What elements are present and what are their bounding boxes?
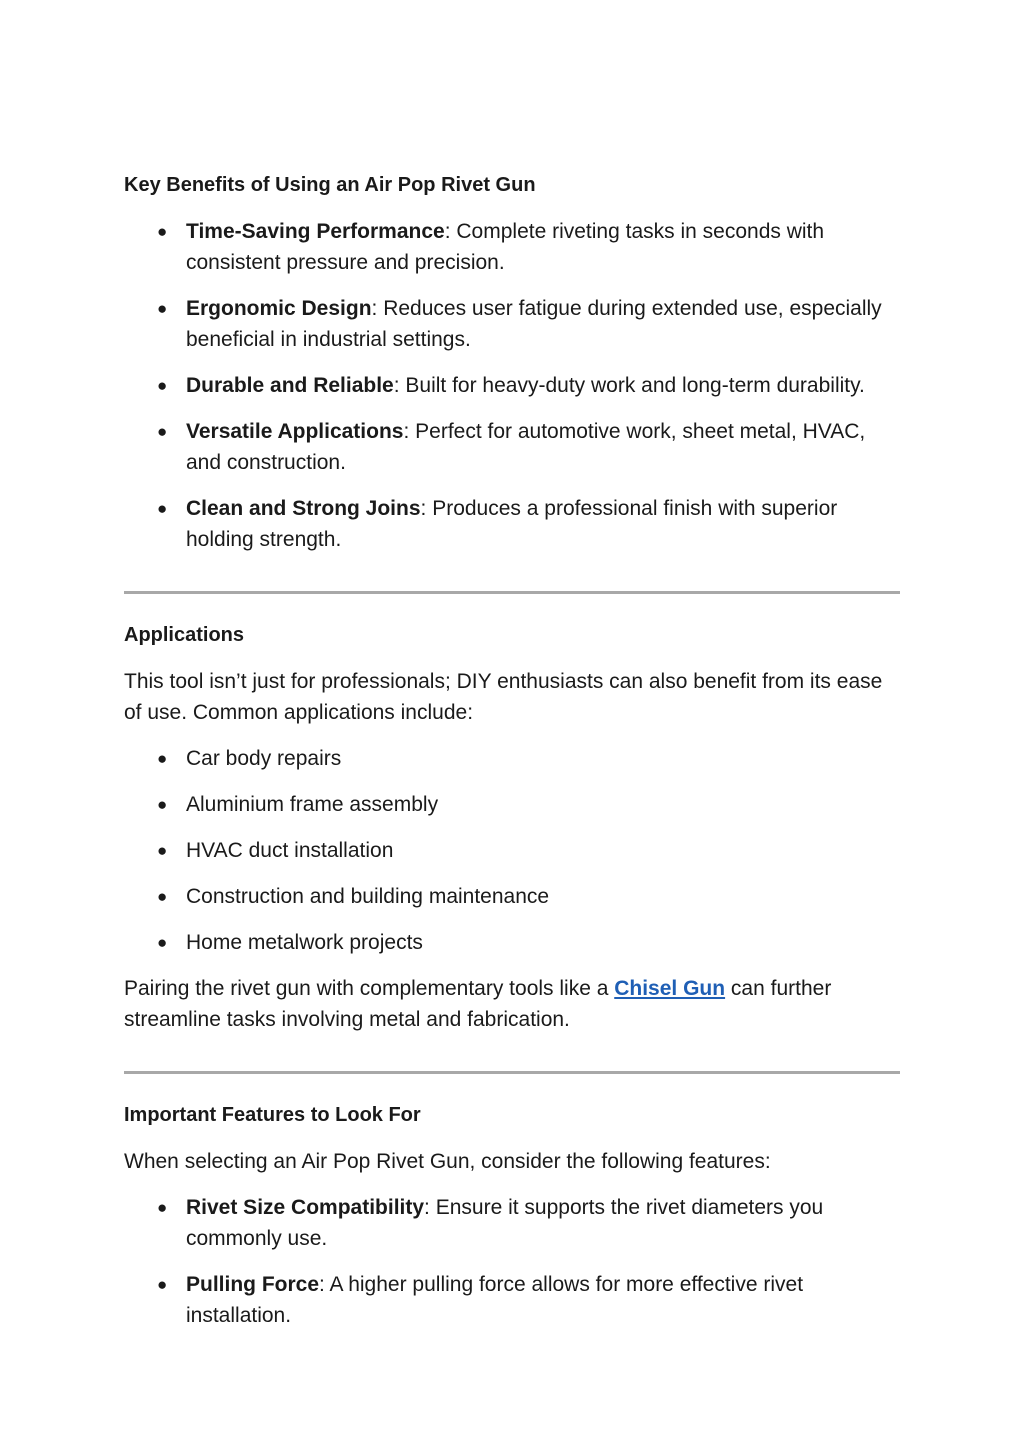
chisel-gun-link[interactable]: Chisel Gun [614, 977, 726, 1000]
list-item [124, 1192, 900, 1254]
item-term: Rivet Size Compatibility [186, 1196, 425, 1219]
item-text: : A higher pulling force allows for more effective rivet installation. [186, 1273, 804, 1327]
item-text: : Perfect for automotive work, sheet metal, HVAC, and construction. [186, 420, 866, 474]
list-item [124, 293, 900, 355]
bullet-dot-icon: ● [157, 222, 168, 241]
benefits-list [124, 216, 900, 555]
bullet-dot-icon: ● [157, 749, 168, 768]
bullet-dot-icon: ● [157, 795, 168, 814]
list-item [124, 835, 900, 866]
item-text: HVAC duct installation [186, 839, 394, 862]
outro-text-before: Pairing the rivet gun with complementary tools like a [124, 977, 615, 1000]
bullet-dot-icon: ● [157, 1275, 168, 1294]
list-item [124, 881, 900, 912]
item-text: : Ensure it supports the rivet diameters you commonly use. [186, 1196, 824, 1250]
features-heading: Important Features to Look For [124, 1104, 421, 1126]
outro-text-after: can further streamline tasks involving metal and fabrication. [124, 977, 832, 1031]
list-item [124, 927, 900, 958]
list-item [124, 370, 900, 401]
list-item [124, 743, 900, 774]
applications-heading: Applications [124, 624, 245, 646]
features-intro: When selecting an Air Pop Rivet Gun, consider the following features: [124, 1150, 771, 1173]
item-text: Aluminium frame assembly [186, 793, 439, 816]
bullet-dot-icon: ● [157, 841, 168, 860]
item-text: Construction and building maintenance [186, 885, 550, 908]
item-text: Car body repairs [186, 747, 342, 770]
bullet-dot-icon: ● [157, 299, 168, 318]
applications-intro: This tool isn’t just for professionals; DIY enthusiasts can also benefit from its ease of use. Common applications include: [124, 670, 883, 724]
bullet-dot-icon: ● [157, 376, 168, 395]
bullet-dot-icon: ● [157, 933, 168, 952]
bullet-dot-icon: ● [157, 422, 168, 441]
item-text: : Reduces user fatigue during extended use, especially beneficial in industrial settings. [186, 297, 882, 351]
features-list [124, 1192, 900, 1331]
item-term: Ergonomic Design [186, 297, 372, 320]
item-term: Clean and Strong Joins [186, 497, 421, 520]
list-item [124, 216, 900, 278]
item-term: Pulling Force [186, 1273, 320, 1296]
list-item [124, 416, 900, 478]
bullet-dot-icon: ● [157, 887, 168, 906]
item-text: Home metalwork projects [186, 931, 423, 954]
list-item [124, 789, 900, 820]
item-text: : Complete riveting tasks in seconds with consistent pressure and precision. [186, 220, 825, 274]
document-page [124, 170, 900, 1346]
item-term: Durable and Reliable [186, 374, 394, 397]
benefits-heading: Key Benefits of Using an Air Pop Rivet Gun [124, 174, 536, 196]
section-divider [124, 591, 900, 594]
item-text: : Produces a professional finish with superior holding strength. [186, 497, 838, 551]
bullet-dot-icon: ● [157, 499, 168, 518]
applications-list [124, 743, 900, 958]
applications-outro [124, 973, 900, 1035]
list-item [124, 493, 900, 555]
section-divider [124, 1071, 900, 1074]
item-text: : Built for heavy-duty work and long-term durability. [393, 374, 865, 397]
list-item [124, 1269, 900, 1331]
item-term: Versatile Applications [186, 420, 404, 443]
bullet-dot-icon: ● [157, 1198, 168, 1217]
item-term: Time-Saving Performance [186, 220, 445, 243]
